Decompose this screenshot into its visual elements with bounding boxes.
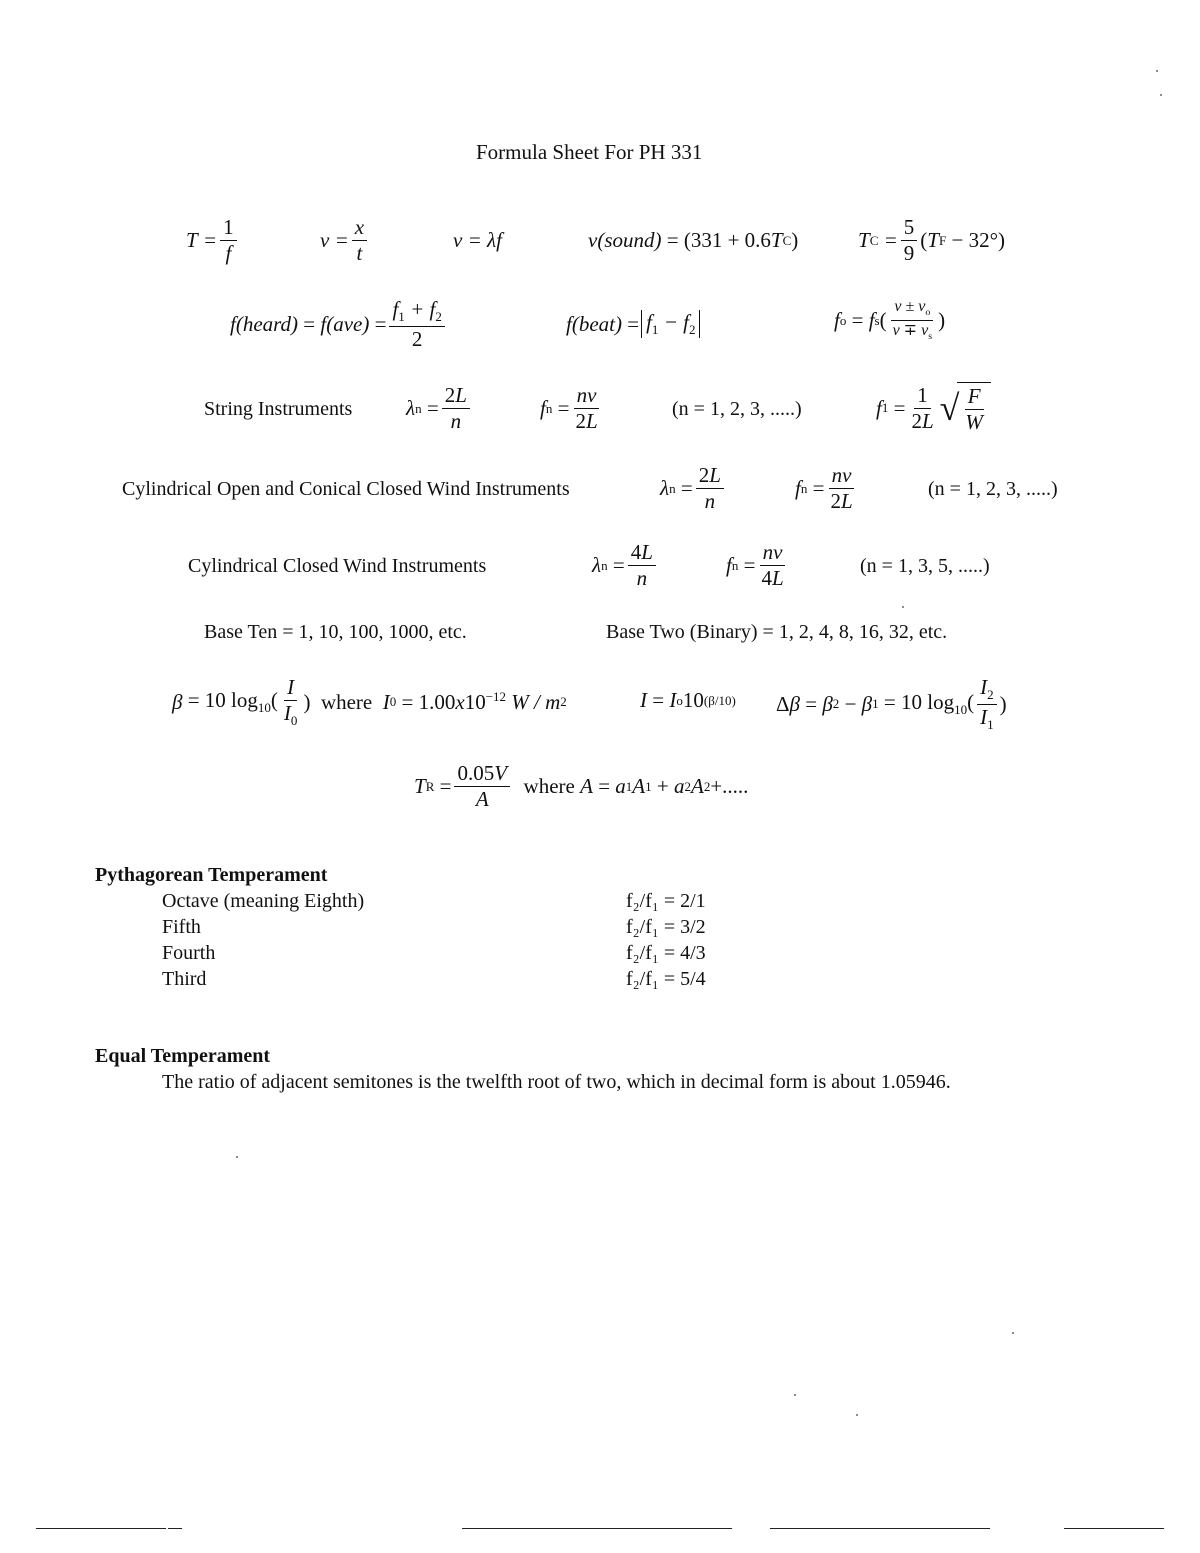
formula-doppler: f o = f s ( $\frac{v \pm v_o}{v \mp v_s}$ ) <box>834 298 946 343</box>
interval-name: Fifth <box>162 916 201 938</box>
formula-string-fundamental: f 1 = $\frac{1}{2L}$ √ $\frac{F}{W}$ <box>876 382 991 434</box>
label-cylindrical-open: Cylindrical Open and Conical Closed Wind Instruments <box>122 478 570 500</box>
label-where-2: where <box>523 774 575 799</box>
label-string-instruments: String Instruments <box>204 398 353 420</box>
formula-open-wavelength: λ n = $\frac{2L}{n}$ <box>660 464 727 513</box>
formula-decibel-difference: Δ β = β 2 − β 1 = 10 $\log_{10}$( $\frac{I_2}{I_1}$ ) <box>776 675 1007 732</box>
interval-ratio: f₂/f₁ = 5/4 <box>626 968 706 990</box>
formula-temperature: T C = $\frac{5}{9}$ ( T F − 32°) <box>858 215 1005 266</box>
interval-name: Octave (meaning Eighth) <box>162 890 365 912</box>
formula-speed: v = $\frac{x}{t}$ <box>320 216 370 265</box>
scan-speck <box>1156 70 1158 72</box>
footer-rule <box>36 1528 166 1529</box>
scan-speck <box>856 1414 858 1416</box>
formula-beat-frequency: f(beat) = $f_1 - f_2$ <box>566 310 702 338</box>
formula-reverberation: T R = $\frac{0.05V}{A}$ where A = a 1 A 1 + a 2 A 2 +..... <box>414 761 749 812</box>
interval-ratio: f₂/f₁ = 4/3 <box>626 942 706 964</box>
scan-speck <box>902 606 904 608</box>
label-cylindrical-closed: Cylindrical Closed Wind Instruments <box>188 555 487 577</box>
interval-name: Fourth <box>162 942 216 964</box>
footer-rule <box>1064 1528 1164 1529</box>
scan-speck <box>236 1156 238 1158</box>
formula-wave-speed: v = λf <box>453 228 502 252</box>
formula-heard-frequency: f(heard) = f(ave) = $\frac{f_1 + f_2}{2}$ <box>230 298 448 351</box>
formula-string-wavelength: λ n = $\frac{2L}{n}$ <box>406 384 473 433</box>
label-n-all-1: (n = 1, 2, 3, .....) <box>672 398 802 420</box>
scan-speck <box>794 1394 796 1396</box>
interval-ratio: f₂/f₁ = 2/1 <box>626 890 706 912</box>
equal-temperament-text: The ratio of adjacent semitones is the twelfth root of two, which in decimal form is about 1.05946. <box>162 1071 951 1093</box>
label-where-1: where <box>320 689 373 714</box>
scan-speck <box>1160 94 1162 96</box>
scan-speck <box>1012 1332 1014 1334</box>
footer-rule <box>462 1528 732 1529</box>
interval-name: Third <box>162 968 207 990</box>
footer-rule <box>770 1528 990 1529</box>
formula-intensity: I = I o 10 (β/10) <box>640 688 736 712</box>
footer-rule <box>168 1528 182 1529</box>
formula-decibel: β = 10 $\log_{10}$( $\frac{I}{I_0}$ ) where I 0 = 1.00 x $10^{-12}$ W / m 2 <box>172 675 567 729</box>
label-base-two: Base Two (Binary) = 1, 2, 4, 8, 16, 32, etc. <box>606 621 948 643</box>
heading-equal-temperament: Equal Temperament <box>95 1045 271 1067</box>
formula-open-frequency: f n = $\frac{nv}{2L}$ <box>795 463 853 514</box>
interval-ratio: f₂/f₁ = 3/2 <box>626 916 706 938</box>
heading-pythagorean: Pythagorean Temperament <box>95 864 328 886</box>
label-n-odd: (n = 1, 3, 5, .....) <box>860 555 990 577</box>
label-base-ten: Base Ten = 1, 10, 100, 1000, etc. <box>204 621 467 643</box>
formula-closed-frequency: f n = $\frac{nv}{4L}$ <box>726 540 784 591</box>
label-n-all-2: (n = 1, 2, 3, .....) <box>928 478 1058 500</box>
page-title: Formula Sheet For PH 331 <box>476 140 703 164</box>
formula-sound-speed: v(sound) = (331 + 0.6 T C ) <box>588 228 799 252</box>
formula-period: T = $\frac{1}{f}$ <box>186 216 240 265</box>
formula-closed-wavelength: λ n = $\frac{4L}{n}$ <box>592 541 659 590</box>
formula-string-frequency: f n = $\frac{nv}{2L}$ <box>540 383 598 434</box>
